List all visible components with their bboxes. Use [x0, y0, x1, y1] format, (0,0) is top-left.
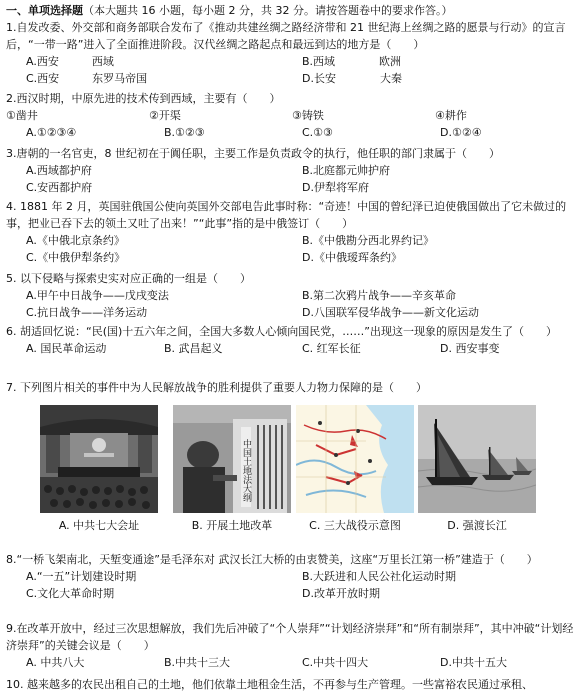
option-a[interactable]: A. 国民革命运动: [26, 342, 107, 355]
question-1: [6, 19, 578, 87]
option-a[interactable]: A.①②③④: [26, 126, 77, 139]
item-3: ③铸铁: [292, 109, 324, 122]
option-c[interactable]: C.抗日战争——洋务运动: [26, 306, 148, 319]
question-stem: 7. 下列图片相关的事件中为人民解放战争的胜利提供了重要人力物力保障的是（ ）: [6, 381, 427, 394]
river-crossing-photo: [418, 405, 536, 513]
option-c[interactable]: C. 红军长征: [302, 342, 361, 355]
option-b[interactable]: B.中共十三大: [164, 656, 231, 669]
figure-b[interactable]: [173, 405, 291, 533]
option-c[interactable]: C.西安 东罗马帝国: [26, 72, 148, 85]
figure-c-caption: C. 三大战役示意图: [309, 519, 401, 532]
options-row: [6, 162, 578, 179]
question-9: [6, 620, 578, 671]
question-6: [6, 323, 578, 357]
options-row: [6, 568, 578, 585]
land-law-title: 中国土地法大纲: [241, 439, 251, 502]
option-a[interactable]: A. 中共八大: [26, 656, 85, 669]
options-row: [6, 304, 578, 321]
question-8: [6, 551, 578, 602]
question-stem: 10. 越来越多的农民出租自己的土地，他们依靠土地租金生活，不再参与生产管理。一些富裕农民通过承租、: [6, 678, 533, 691]
option-d[interactable]: D.《中俄瑷珲条约》: [302, 251, 402, 264]
option-b[interactable]: B.西域 欧洲: [302, 55, 402, 68]
item-1: ①凿井: [6, 109, 38, 122]
options-row: [6, 124, 578, 141]
question-4: [6, 198, 578, 266]
figure-a[interactable]: [40, 405, 158, 533]
option-b[interactable]: B. 武昌起义: [164, 342, 223, 355]
option-b[interactable]: B.①②③: [164, 126, 205, 139]
campaign-map: [296, 405, 414, 513]
question-7-figures: [40, 405, 580, 545]
items-row: [6, 107, 578, 124]
question-2: [6, 90, 578, 141]
option-b[interactable]: B.北庭都元帅护府: [302, 164, 391, 177]
option-d[interactable]: D.中共十五大: [440, 656, 507, 669]
section-header: [6, 2, 452, 18]
question-3: [6, 145, 578, 196]
option-d[interactable]: D.八国联军侵华战争——新文化运动: [302, 306, 479, 319]
option-a[interactable]: A.西域都护府: [26, 164, 92, 177]
options-row: [6, 249, 578, 266]
option-d[interactable]: D.长安 大秦: [302, 72, 402, 85]
option-d[interactable]: D.①②④: [440, 126, 482, 139]
option-d[interactable]: D. 西安事变: [440, 342, 500, 355]
question-stem: 6. 胡适回忆说：“民(国)十五六年之间，全国大多数人心倾向国民党，……”出现这一现象的原因是发生了（ ）: [6, 325, 557, 338]
option-c[interactable]: C.文化大革命时期: [26, 587, 115, 600]
land-reform-photo: [173, 405, 291, 513]
options-row: [6, 287, 578, 304]
question-7: [6, 379, 578, 396]
question-stem: 5. 以下侵略与探索史实对应正确的一组是（ ）: [6, 272, 251, 285]
figure-b-caption: B. 开展土地改革: [191, 519, 273, 532]
option-a[interactable]: A.西安 西域: [26, 55, 114, 68]
question-stem: 3.唐朝的一名官吏，8 世纪初在于阗任职，主要工作是负责政令的执行，他任职的部门隶属于（ ）: [6, 147, 500, 160]
option-b[interactable]: B.第二次鸦片战争——辛亥革命: [302, 289, 457, 302]
option-c[interactable]: C.安西都护府: [26, 181, 93, 194]
option-a[interactable]: A.“一五”计划建设时期: [26, 570, 137, 583]
option-c[interactable]: C.《中俄伊犁条约》: [26, 251, 126, 264]
question-stem: 4. 1881 年 2 月，英国驻俄国公使向英国外交部电告此事时称：“奇迹！中国的曾纪泽已迫使俄国做出了它未做过的事，把业已吞下去的领土又吐了出来！”“此事”指的是中俄签订（ ）: [6, 200, 567, 230]
options-row: [6, 585, 578, 602]
figure-a-caption: A. 中共七大会址: [58, 519, 140, 532]
option-c[interactable]: C.①③: [302, 126, 333, 139]
item-4: ④耕作: [435, 109, 467, 122]
option-a[interactable]: A.《中俄北京条约》: [26, 234, 125, 247]
options-row: [6, 70, 578, 87]
figure-c[interactable]: [296, 405, 414, 533]
question-stem: 1.自发改委、外交部和商务部联合发布了《推动共建丝绸之路经济带和 21 世纪海上丝绸之路的愿景与行动》的宣言后，“一带一路”进入了全面推进阶段。汉代丝绸之路起点和最远到达的地方是（ ）: [6, 21, 566, 51]
option-d[interactable]: D.伊犁将军府: [302, 181, 369, 194]
option-b[interactable]: B.大跃进和人民公社化运动时期: [302, 570, 457, 583]
option-b[interactable]: B.《中俄勘分西北界约记》: [302, 234, 435, 247]
option-a[interactable]: A.甲午中日战争——戊戌变法: [26, 289, 169, 302]
question-stem: 9.在改革开放中，经过三次思想解放，我们先后冲破了“个人崇拜”“计划经济崇拜”和“所有制崇拜”，其中冲破“计划经济崇拜”的关键会议是（ ）: [6, 622, 574, 652]
congress-hall-photo: [40, 405, 158, 513]
option-d[interactable]: D.改革开放时期: [302, 587, 380, 600]
options-row: [6, 179, 578, 196]
options-row: [6, 654, 578, 671]
figure-d-caption: D. 强渡长江: [447, 519, 507, 532]
option-c[interactable]: C.中共十四大: [302, 656, 369, 669]
figure-d[interactable]: [418, 405, 536, 533]
question-stem: 2.西汉时期，中原先进的技术传到西域，主要有（ ）: [6, 92, 281, 105]
item-2: ②开渠: [149, 109, 181, 122]
question-10: [6, 676, 578, 693]
question-5: [6, 270, 578, 321]
section-note: （本大题共 16 小题，每小题 2 分，共 32 分。请按答题卷中的要求作答。）: [83, 4, 453, 17]
options-row: [6, 340, 578, 357]
question-stem: 8.“一桥飞架南北，天堑变通途”是毛泽东对 武汉长江大桥的由衷赞美，这座“万里长江第一桥”建造于（ ）: [6, 553, 538, 566]
options-row: [6, 53, 578, 70]
options-row: [6, 232, 578, 249]
section-title: 一、单项选择题: [6, 4, 83, 17]
